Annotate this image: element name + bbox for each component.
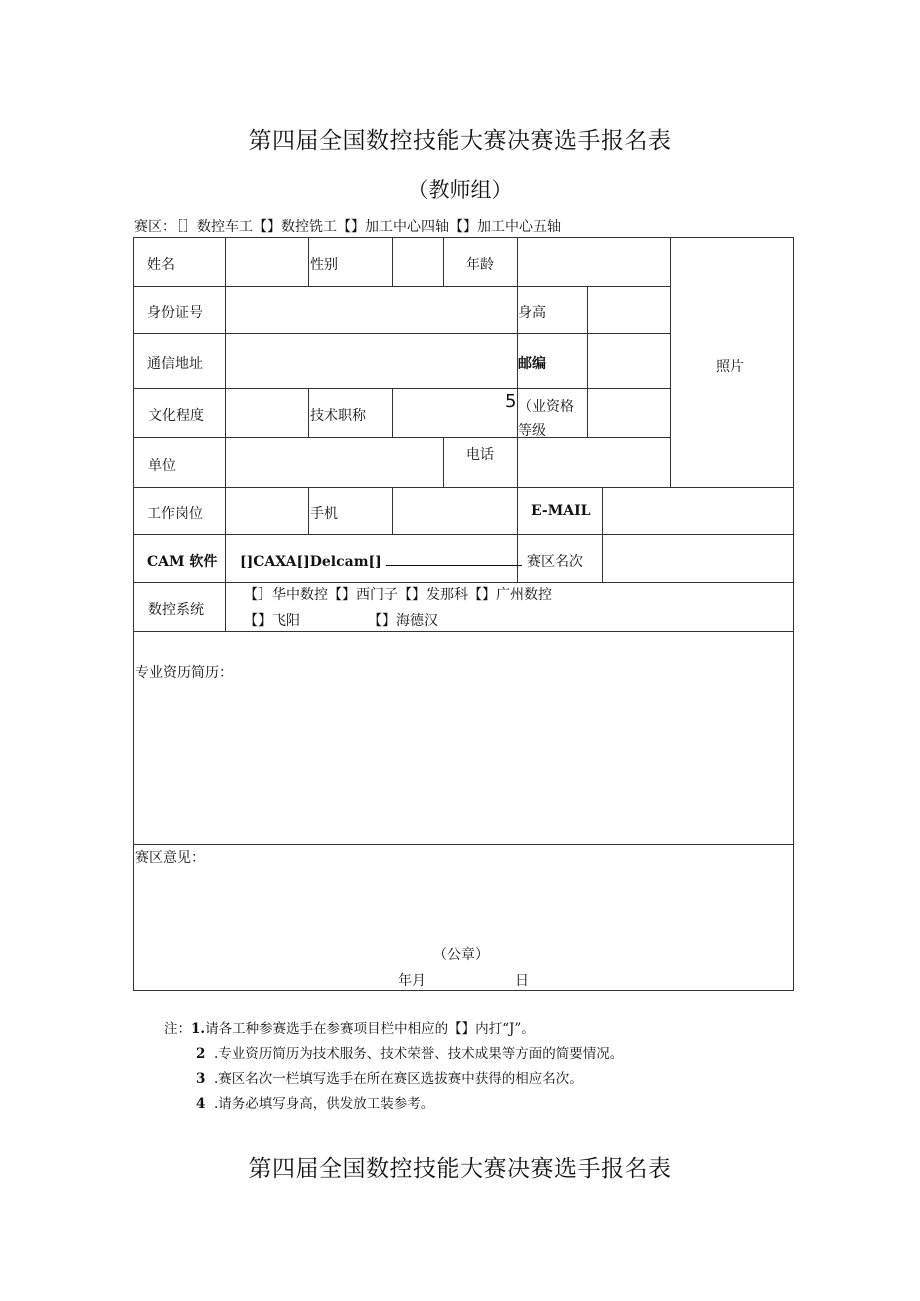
note-3-text: .赛区名次一栏填写选手在所在赛区选拔赛中获得的相应名次。 bbox=[214, 1071, 583, 1087]
cnc-option-feiyang[interactable]: 【】飞阳 bbox=[244, 613, 300, 629]
note-3-number: 3 bbox=[196, 1071, 206, 1087]
page-subtitle: （教师组） bbox=[407, 178, 513, 202]
height-label: 身高 bbox=[518, 305, 546, 321]
cam-label: CAM 软件 bbox=[147, 554, 218, 570]
region-rank-label: 赛区名次 bbox=[527, 554, 583, 570]
email-label: E-MAIL bbox=[531, 503, 591, 519]
gender-label: 性别 bbox=[310, 257, 338, 273]
age-field[interactable] bbox=[517, 237, 671, 287]
post-field[interactable] bbox=[225, 487, 309, 535]
education-label: 文化程度 bbox=[148, 408, 204, 424]
name-label: 姓名 bbox=[147, 257, 175, 273]
note-4 bbox=[196, 1092, 434, 1112]
note-2-number: 2 bbox=[196, 1046, 206, 1062]
qualification-label-line2: 等级 bbox=[518, 423, 546, 439]
region-selection-line[interactable]: 赛区：［］数控车工【】数控铣工【】加工中心四轴【】加工中心五轴 bbox=[134, 219, 561, 235]
qualification-label-line1: （业资格 bbox=[518, 399, 574, 415]
date-year-month: 年月 bbox=[398, 973, 426, 989]
gender-field[interactable] bbox=[392, 237, 444, 287]
cam-other-blank[interactable] bbox=[386, 551, 522, 566]
age-label: 年龄 bbox=[466, 257, 494, 273]
page-title: 第四届全国数控技能大赛决赛选手报名表 bbox=[248, 128, 672, 154]
id-number-field[interactable] bbox=[225, 286, 518, 334]
note-prefix: 注： bbox=[164, 1021, 191, 1037]
height-field[interactable] bbox=[587, 286, 671, 334]
postcode-label: 邮编 bbox=[518, 356, 546, 372]
qualification-field[interactable] bbox=[587, 388, 671, 438]
title-rank-label: 技术职称 bbox=[310, 408, 366, 424]
note-1-text: 请各工种参赛选手在参赛项目栏中相应的【】内打“J”。 bbox=[205, 1021, 535, 1037]
note-4-text: .请务必填写身高，供发放工装参考。 bbox=[214, 1096, 435, 1112]
phone-field[interactable] bbox=[517, 437, 671, 488]
opinion-field[interactable] bbox=[133, 844, 794, 991]
unit-field[interactable] bbox=[225, 437, 444, 488]
cnc-options-line1[interactable]: 【］华中数控【】西门子【】发那科【】广州数控 bbox=[244, 587, 552, 603]
email-field[interactable] bbox=[602, 487, 794, 535]
id-number-label: 身份证号 bbox=[147, 305, 203, 321]
mobile-label: 手机 bbox=[310, 506, 338, 522]
footer-title: 第四届全国数控技能大赛决赛选手报名表 bbox=[248, 1156, 672, 1182]
address-field[interactable] bbox=[225, 333, 518, 389]
date-day: 日 bbox=[515, 973, 529, 989]
name-field[interactable] bbox=[225, 237, 309, 287]
unit-label-cell bbox=[133, 437, 226, 488]
post-label: 工作岗位 bbox=[147, 506, 203, 522]
unit-label: 单位 bbox=[148, 458, 176, 474]
note-1 bbox=[164, 1017, 535, 1037]
cam-options[interactable] bbox=[240, 551, 522, 570]
qualification-number: 5 bbox=[505, 391, 517, 412]
note-2-text: .专业资历简历为技术服务、技术荣誉、技术成果等方面的简要情况。 bbox=[214, 1046, 624, 1062]
note-2 bbox=[196, 1042, 623, 1062]
cnc-option-heidenhain[interactable]: 【】海德汉 bbox=[368, 613, 438, 629]
cam-options-text: []CAXA[]Delcam[] bbox=[240, 554, 382, 570]
photo-label: 照片 bbox=[716, 359, 744, 375]
note-3 bbox=[196, 1067, 583, 1087]
postcode-field[interactable] bbox=[587, 333, 671, 389]
region-rank-field[interactable] bbox=[602, 534, 794, 583]
note-1-number: 1. bbox=[191, 1021, 206, 1037]
note-4-number: 4 bbox=[196, 1096, 206, 1112]
title-field[interactable] bbox=[392, 388, 518, 438]
opinion-label: 赛区意见： bbox=[135, 850, 205, 866]
address-label: 通信地址 bbox=[147, 356, 203, 372]
mobile-field[interactable] bbox=[392, 487, 518, 535]
cnc-system-label: 数控系统 bbox=[148, 602, 204, 618]
phone-label: 电话 bbox=[466, 447, 494, 463]
education-field[interactable] bbox=[225, 388, 309, 438]
resume-label: 专业资历简历： bbox=[135, 665, 233, 681]
seal-label: （公章） bbox=[433, 947, 489, 963]
